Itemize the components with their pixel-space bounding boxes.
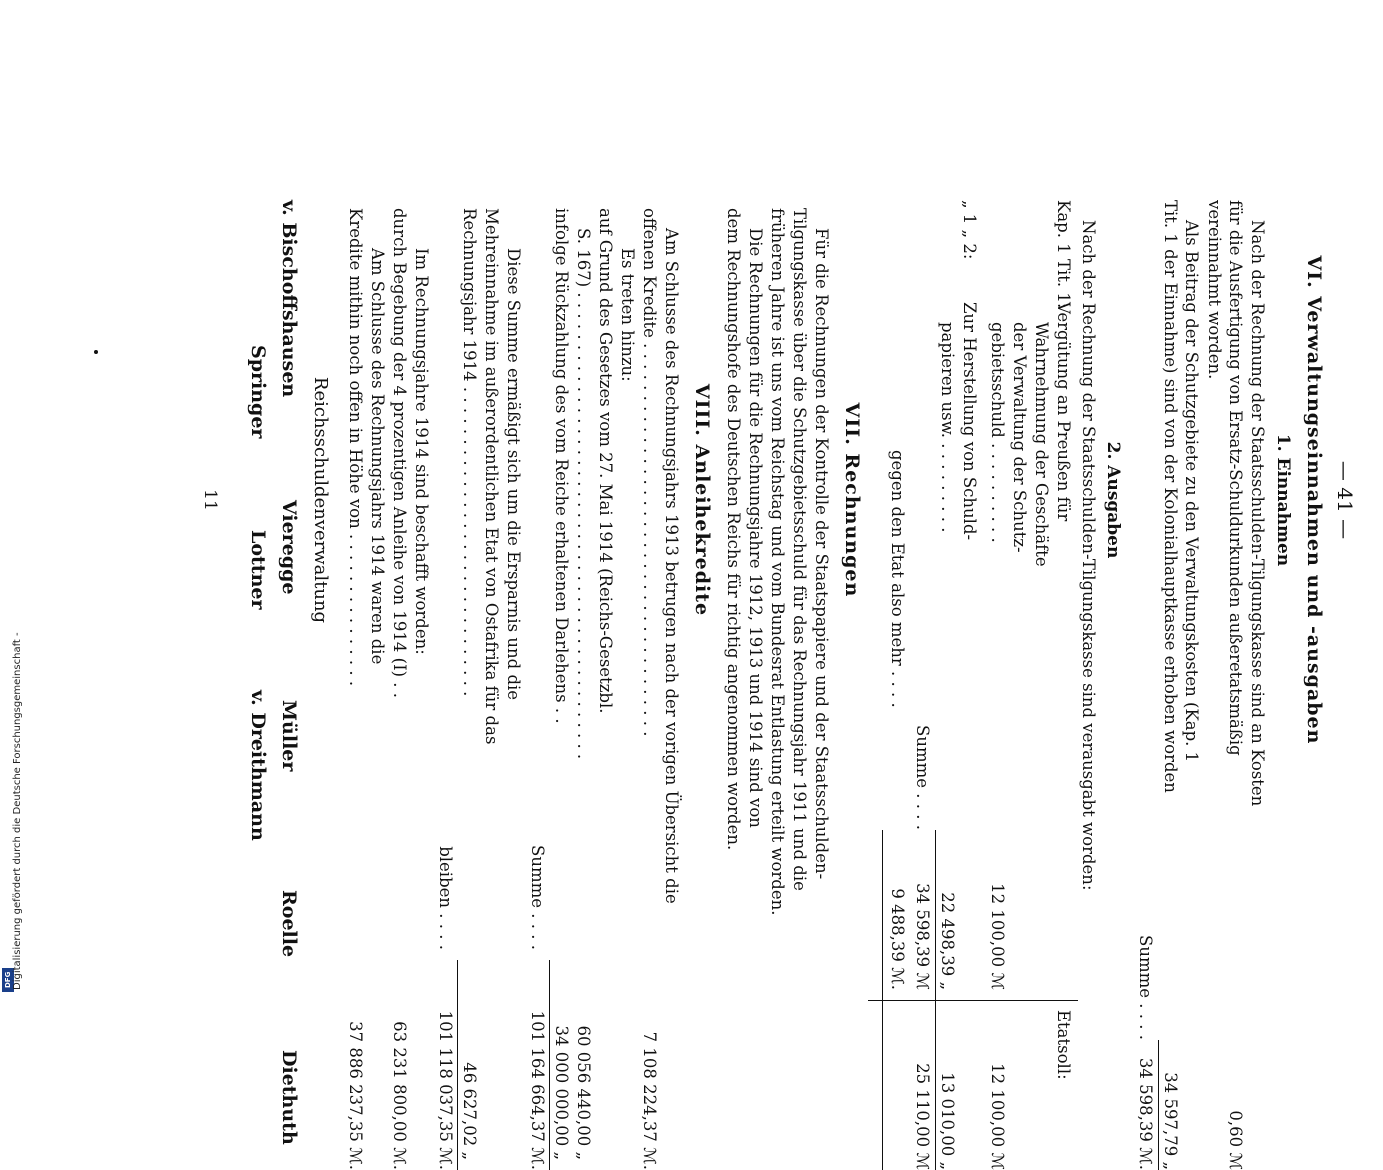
- einnahmen-amount-1: 0,60 ℳ: [1226, 1110, 1245, 1170]
- mehr-amount: 9 488,39 ℳ.: [888, 888, 907, 990]
- section-7-line-3: früheren Jahre ist uns vom Reichstag und vom Bundesrat Entlastung erteilt worden.: [768, 208, 787, 916]
- section-7-line-4: Die Rechnungen für die Rechnungsjahre 1912, 1913 und 1914 sind von: [746, 228, 765, 828]
- einnahmen-sum-amount: 34 598,39 ℳ.: [1136, 1057, 1155, 1170]
- einnahmen-line-5: Tit. 1 der Einnahme) sind von der Kolonialhauptkasse erhoben worden: [1161, 200, 1180, 793]
- section-8-line-12: Am Schlusse des Rechnungsjahrs 1914 waren die: [368, 248, 387, 665]
- dfg-funding-note: Digitalisierung gefördert durch die Deutsche Forschungsgemeinschaft -: [12, 632, 23, 990]
- etatsoll-header: Etatsoll:: [1054, 1010, 1073, 1080]
- section-7-line-1: Für die Rechnungen der Kontrolle der Staatspapiere und der Staatsschulden-: [812, 228, 831, 880]
- section-8-amount-darlehen: 34 000 000,00 „: [552, 1025, 571, 1160]
- section-8-line-13: Kredite mithin noch offen in Höhe von . . . . . . . . . . . . . . .: [346, 208, 365, 687]
- einnahmen-rule: [1158, 1040, 1159, 1170]
- einnahmen-line-2: für die Ausfertigung von Ersatz-Schuldurkunden außeretatsmäßig: [1226, 200, 1245, 756]
- signer-7: Lottner: [247, 530, 269, 610]
- ausgaben-sum-label: Summe . . . .: [913, 725, 932, 830]
- ausgaben-rule: [935, 830, 936, 1170]
- signer-4: Roelle: [278, 890, 300, 958]
- row2-line-2: papieren usw. . . . . . . . . .: [938, 322, 957, 533]
- section-8-sum-amount: 101 164 664,37 ℳ.: [528, 1010, 547, 1170]
- section-8-amount-anleihe: 63 231 800,00 ℳ.: [390, 1021, 409, 1170]
- section-8-line-5: S. 167) . . . . . . . . . . . . . . . . . . . . . . . . . . . . . . . . . . . . . . . . . . . . .: [574, 228, 593, 760]
- section-8-line-8: Mehreinnahme im außerordentlichen Etat von Ostafrika für das: [482, 208, 501, 745]
- section-8-line-3: Es treten hinzu:: [618, 248, 637, 382]
- row1-line-2: Wahrnehmung der Geschäfte: [1032, 322, 1051, 567]
- section-8-line-11: durch Begebung der 4 prozentigen Anleihe von 1914 (I) . .: [390, 208, 409, 699]
- section-8-rule-2: [457, 960, 458, 1170]
- section-7-line-2: Tilgungskasse über die Schutzgebietsschuld für das Rechnungsjahr 1911 und die: [790, 208, 809, 891]
- section-8-amount-open: 7 108 224,37 ℳ.: [640, 1031, 659, 1170]
- row1-line-3: der Verwaltung der Schutz-: [1010, 322, 1029, 553]
- section-6-sub-ausgaben: 2. Ausgaben: [1103, 441, 1123, 559]
- authority-name: Reichsschuldenverwaltung: [310, 376, 331, 624]
- page-number: — 41 —: [1333, 460, 1357, 540]
- row2-amount: 22 498,39 „: [938, 892, 957, 990]
- section-8-sum-label: Summe . . . .: [528, 845, 547, 950]
- row2-etat: 13 010,00 „: [938, 1072, 957, 1170]
- signer-8: v. Dreithmann: [247, 690, 269, 841]
- row1-line-1: Vergütung an Preußen für: [1054, 302, 1073, 522]
- section-7-line-5: dem Rechnungshofe des Deutschen Reichs für richtig angenommen worden.: [724, 208, 743, 851]
- signer-6: Springer: [247, 345, 269, 439]
- einnahmen-line-3: vereinnahmt worden.: [1205, 200, 1224, 380]
- signer-1: v. Bischoffshausen: [278, 200, 300, 398]
- section-7-title: VII. Rechnungen: [841, 402, 863, 598]
- section-8-title: VIII. Anleihekredite: [691, 383, 713, 617]
- section-6-sub-einnahmen: 1. Einnahmen: [1273, 433, 1293, 567]
- ausgaben-intro: Nach der Rechnung der Staatsschulden-Tilgungskasse sind verausgabt worden:: [1079, 220, 1098, 891]
- ausgaben-sum-amount: 34 598,39 ℳ: [913, 883, 932, 990]
- signer-2: Vieregge: [278, 500, 300, 595]
- einnahmen-sum-label: Summe . . . .: [1136, 935, 1155, 1040]
- ink-dot: [94, 350, 98, 354]
- section-8-line-6: infolge Rückzahlung des vom Reiche erhaltenen Darlehens . .: [552, 208, 571, 724]
- row1-line-4: gebietsschuld . . . . . . . . . .: [988, 322, 1007, 543]
- section-8-line-4: auf Grund des Gesetzes vom 27. Mai 1914 (Reichs-Gesetzbl.: [596, 208, 615, 714]
- row2-prefix: „ 1 „ 2:: [960, 200, 979, 260]
- section-8-rule-1: [549, 960, 550, 1170]
- dfg-logo-icon: DFG: [2, 968, 14, 992]
- section-6-title: VI. Verwaltungseinnahmen und -ausgaben: [1303, 255, 1325, 745]
- mehr-label: gegen den Etat also mehr . . . .: [888, 450, 907, 708]
- section-8-bleiben-amount: 101 118 037,35 ℳ.: [436, 1010, 455, 1170]
- einnahmen-amount-2: 34 597,79 „: [1161, 1072, 1180, 1170]
- section-8-amount-ersparnis: 46 627,02 „: [460, 1062, 479, 1160]
- signer-5: Diethuth: [278, 1050, 300, 1145]
- mehr-rule: [882, 830, 883, 1170]
- section-8-line-9: Rechnungsjahr 1914 . . . . . . . . . . . . . . . . . . . . . . . . . . . . . .: [460, 208, 479, 697]
- row1-amount: 12 100,00 ℳ: [988, 883, 1007, 990]
- ausgaben-sum-etat: 25 110,00 ℳ: [913, 1063, 932, 1170]
- section-8-amount-offen: 37 886 237,35 ℳ.: [346, 1021, 365, 1170]
- section-8-line-2: offenen Kredite . . . . . . . . . . . . . . . . . . . . . . . . . . . . . . . . . . . . . .: [640, 208, 659, 737]
- section-8-bleiben-label: bleiben . . . .: [436, 846, 455, 950]
- section-8-line-10: Im Rechnungsjahre 1914 sind beschafft worden:: [412, 248, 431, 655]
- row1-prefix: Kap. 1 Tit. 1:: [1054, 200, 1073, 309]
- einnahmen-line-1: Nach der Rechnung der Staatsschulden-Tilgungskasse sind an Kosten: [1248, 220, 1267, 807]
- footer-number: 11: [200, 489, 220, 511]
- section-8-line-7: Diese Summe ermäßigt sich um die Ersparnis und die: [504, 248, 523, 701]
- signer-3: Müller: [278, 700, 300, 772]
- section-8-amount-gesetz: 60 056 440,00 „: [574, 1025, 593, 1160]
- einnahmen-line-4: Als Beitrag der Schutzgebiete zu den Verwaltungskosten (Kap. 1: [1182, 220, 1201, 763]
- etat-divider: [868, 1000, 1078, 1001]
- section-8-line-1: Am Schlusse des Rechnungsjahrs 1913 betrugen nach der vorigen Übersicht die: [662, 228, 681, 904]
- row2-line-1: Zur Herstellung von Schuld-: [960, 302, 979, 541]
- row1-etat: 12 100,00 ℳ: [988, 1063, 1007, 1170]
